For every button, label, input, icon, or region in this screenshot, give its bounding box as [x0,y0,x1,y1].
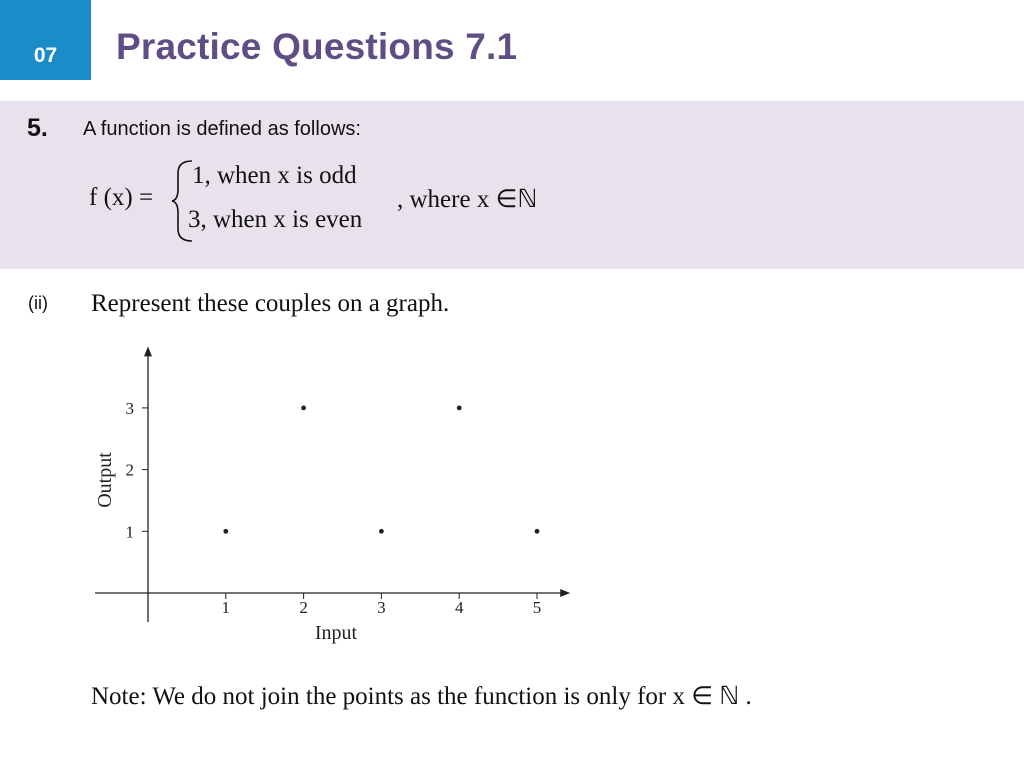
data-point [301,406,306,411]
data-point [223,529,228,534]
part-instruction: Represent these couples on a graph. [91,290,450,317]
x-axis-arrow-icon [560,589,570,597]
x-tick-label: 1 [221,598,231,617]
question-intro: A function is defined as follows: [83,118,361,140]
data-point [379,529,384,534]
x-tick-label: 4 [454,598,464,617]
part-label: (ii) [28,293,48,313]
x-tick-label: 5 [532,598,542,617]
note-text: Note: We do not join the points as the function is only for x ∈ ℕ . [91,683,752,710]
formula-domain: , where x ∈ℕ [397,186,538,213]
question-number: 5. [27,114,48,142]
y-axis-label: Output [94,452,116,508]
y-tick-label: 3 [125,398,134,418]
formula-lhs: f (x) = [89,184,154,211]
x-tick-label: 2 [299,598,308,617]
formula-case-odd: 1, when x is odd [192,162,357,189]
y-axis-arrow-icon [144,346,152,356]
y-tick-label: 1 [125,522,134,542]
data-point [457,406,462,411]
chapter-number: 07 [33,44,58,67]
x-axis-label: Input [314,622,358,644]
formula-case-even: 3, when x is even [188,206,363,233]
y-tick-label: 2 [125,460,134,480]
data-point [535,529,540,534]
page-title: Practice Questions 7.1 [116,26,518,67]
x-tick-label: 3 [377,598,386,617]
